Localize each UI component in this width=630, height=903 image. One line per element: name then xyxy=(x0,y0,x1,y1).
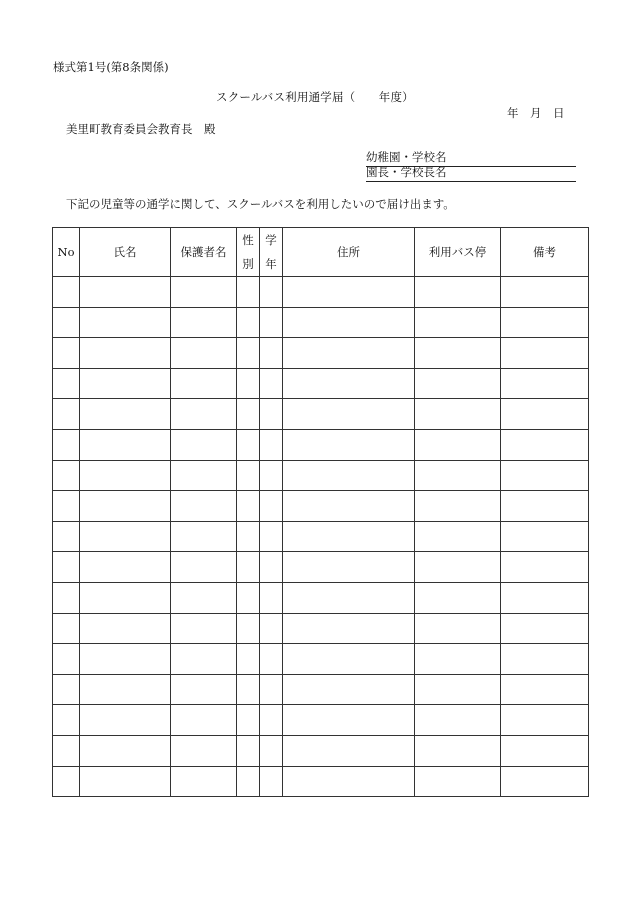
cell-no[interactable] xyxy=(53,582,80,613)
cell-address[interactable] xyxy=(283,613,415,644)
cell-bus-stop[interactable] xyxy=(415,735,501,766)
cell-guardian[interactable] xyxy=(171,766,237,797)
cell-guardian[interactable] xyxy=(171,307,237,338)
cell-no[interactable] xyxy=(53,552,80,583)
cell-bus-stop[interactable] xyxy=(415,460,501,491)
cell-bus-stop[interactable] xyxy=(415,674,501,705)
table-row xyxy=(53,674,589,705)
cell-guardian[interactable] xyxy=(171,735,237,766)
cell-name[interactable] xyxy=(80,368,171,399)
date-line[interactable]: 年 月 日 xyxy=(507,106,565,120)
cell-no[interactable] xyxy=(53,399,80,430)
col-header-gender-bottom: 別 xyxy=(242,257,254,271)
school-name-label: 幼稚園・学校名 xyxy=(366,150,447,164)
cell-grade[interactable] xyxy=(260,552,283,583)
table-row xyxy=(53,338,589,369)
col-header-grade-bottom: 年 xyxy=(265,257,277,271)
table-row xyxy=(53,277,589,308)
cell-no[interactable] xyxy=(53,368,80,399)
col-header-bus-stop: 利用バス停 xyxy=(415,228,501,277)
cell-name[interactable] xyxy=(80,644,171,675)
cell-name[interactable] xyxy=(80,338,171,369)
cell-grade[interactable] xyxy=(260,735,283,766)
cell-bus-stop[interactable] xyxy=(415,368,501,399)
table-row xyxy=(53,399,589,430)
table-row xyxy=(53,368,589,399)
cell-gender[interactable] xyxy=(237,552,260,583)
cell-grade[interactable] xyxy=(260,644,283,675)
cell-remarks[interactable] xyxy=(501,552,589,583)
cell-address[interactable] xyxy=(283,399,415,430)
statement-text: 下記の児童等の通学に関して、スクールバスを利用したいので届け出ます。 xyxy=(66,197,455,211)
cell-remarks[interactable] xyxy=(501,735,589,766)
table-row xyxy=(53,552,589,583)
col-header-remarks: 備考 xyxy=(501,228,589,277)
cell-name[interactable] xyxy=(80,674,171,705)
cell-address[interactable] xyxy=(283,277,415,308)
cell-bus-stop[interactable] xyxy=(415,705,501,736)
cell-grade[interactable] xyxy=(260,766,283,797)
cell-no[interactable] xyxy=(53,674,80,705)
cell-grade[interactable] xyxy=(260,705,283,736)
cell-name[interactable] xyxy=(80,705,171,736)
cell-grade[interactable] xyxy=(260,429,283,460)
col-header-no: No xyxy=(53,228,80,277)
cell-remarks[interactable] xyxy=(501,277,589,308)
cell-guardian[interactable] xyxy=(171,368,237,399)
cell-no[interactable] xyxy=(53,613,80,644)
cell-gender[interactable] xyxy=(237,399,260,430)
cell-address[interactable] xyxy=(283,644,415,675)
cell-remarks[interactable] xyxy=(501,674,589,705)
cell-name[interactable] xyxy=(80,521,171,552)
cell-bus-stop[interactable] xyxy=(415,429,501,460)
form-number: 様式第1号(第8条関係) xyxy=(53,60,169,74)
cell-grade[interactable] xyxy=(260,613,283,644)
cell-remarks[interactable] xyxy=(501,491,589,522)
cell-bus-stop[interactable] xyxy=(415,766,501,797)
col-header-gender-top: 性 xyxy=(242,233,254,247)
cell-address[interactable] xyxy=(283,368,415,399)
cell-grade[interactable] xyxy=(260,521,283,552)
col-header-grade xyxy=(260,228,283,277)
cell-name[interactable] xyxy=(80,429,171,460)
cell-guardian[interactable] xyxy=(171,338,237,369)
cell-name[interactable] xyxy=(80,460,171,491)
table-row xyxy=(53,613,589,644)
cell-gender[interactable] xyxy=(237,674,260,705)
cell-bus-stop[interactable] xyxy=(415,613,501,644)
cell-name[interactable] xyxy=(80,491,171,522)
cell-address[interactable] xyxy=(283,674,415,705)
cell-name[interactable] xyxy=(80,613,171,644)
col-header-address: 住所 xyxy=(283,228,415,277)
cell-bus-stop[interactable] xyxy=(415,552,501,583)
cell-address[interactable] xyxy=(283,460,415,491)
cell-bus-stop[interactable] xyxy=(415,307,501,338)
cell-name[interactable] xyxy=(80,307,171,338)
cell-gender[interactable] xyxy=(237,705,260,736)
table-row xyxy=(53,307,589,338)
cell-remarks[interactable] xyxy=(501,521,589,552)
col-header-name: 氏名 xyxy=(80,228,171,277)
cell-name[interactable] xyxy=(80,735,171,766)
cell-address[interactable] xyxy=(283,735,415,766)
cell-no[interactable] xyxy=(53,766,80,797)
cell-no[interactable] xyxy=(53,460,80,491)
cell-address[interactable] xyxy=(283,766,415,797)
cell-name[interactable] xyxy=(80,277,171,308)
principal-name-label: 園長・学校長名 xyxy=(366,165,447,179)
cell-address[interactable] xyxy=(283,705,415,736)
cell-guardian[interactable] xyxy=(171,613,237,644)
cell-remarks[interactable] xyxy=(501,644,589,675)
cell-address[interactable] xyxy=(283,582,415,613)
cell-no[interactable] xyxy=(53,705,80,736)
table-row xyxy=(53,582,589,613)
cell-grade[interactable] xyxy=(260,491,283,522)
table-row xyxy=(53,491,589,522)
cell-guardian[interactable] xyxy=(171,674,237,705)
cell-grade[interactable] xyxy=(260,582,283,613)
student-roster-table xyxy=(52,227,589,797)
cell-name[interactable] xyxy=(80,552,171,583)
cell-grade[interactable] xyxy=(260,368,283,399)
cell-grade[interactable] xyxy=(260,307,283,338)
cell-gender[interactable] xyxy=(237,429,260,460)
cell-grade[interactable] xyxy=(260,460,283,491)
cell-guardian[interactable] xyxy=(171,491,237,522)
cell-remarks[interactable] xyxy=(501,307,589,338)
cell-gender[interactable] xyxy=(237,521,260,552)
cell-remarks[interactable] xyxy=(501,582,589,613)
cell-bus-stop[interactable] xyxy=(415,338,501,369)
cell-bus-stop[interactable] xyxy=(415,644,501,675)
document-title: スクールバス利用通学届（ 年度） xyxy=(216,90,414,104)
cell-guardian[interactable] xyxy=(171,277,237,308)
table-row xyxy=(53,429,589,460)
cell-remarks[interactable] xyxy=(501,460,589,491)
cell-remarks[interactable] xyxy=(501,766,589,797)
cell-gender[interactable] xyxy=(237,460,260,491)
cell-gender[interactable] xyxy=(237,766,260,797)
cell-gender[interactable] xyxy=(237,368,260,399)
col-header-gender xyxy=(237,228,260,277)
cell-grade[interactable] xyxy=(260,277,283,308)
table-header-row xyxy=(53,228,589,277)
cell-gender[interactable] xyxy=(237,613,260,644)
cell-no[interactable] xyxy=(53,735,80,766)
cell-gender[interactable] xyxy=(237,277,260,308)
table-row xyxy=(53,644,589,675)
cell-bus-stop[interactable] xyxy=(415,491,501,522)
cell-no[interactable] xyxy=(53,491,80,522)
addressee: 美里町教育委員会教育長 殿 xyxy=(66,122,216,136)
col-header-grade-top: 学 xyxy=(265,233,277,247)
col-header-guardian: 保護者名 xyxy=(171,228,237,277)
table-row xyxy=(53,766,589,797)
cell-remarks[interactable] xyxy=(501,429,589,460)
cell-address[interactable] xyxy=(283,338,415,369)
cell-guardian[interactable] xyxy=(171,460,237,491)
table-row xyxy=(53,705,589,736)
cell-guardian[interactable] xyxy=(171,582,237,613)
roster-body xyxy=(53,277,589,797)
cell-grade[interactable] xyxy=(260,399,283,430)
cell-no[interactable] xyxy=(53,338,80,369)
cell-name[interactable] xyxy=(80,399,171,430)
cell-gender[interactable] xyxy=(237,735,260,766)
cell-no[interactable] xyxy=(53,521,80,552)
cell-guardian[interactable] xyxy=(171,552,237,583)
cell-address[interactable] xyxy=(283,521,415,552)
cell-address[interactable] xyxy=(283,429,415,460)
table-row xyxy=(53,521,589,552)
table-row xyxy=(53,735,589,766)
cell-guardian[interactable] xyxy=(171,399,237,430)
cell-address[interactable] xyxy=(283,491,415,522)
cell-guardian[interactable] xyxy=(171,521,237,552)
cell-bus-stop[interactable] xyxy=(415,399,501,430)
cell-name[interactable] xyxy=(80,582,171,613)
cell-gender[interactable] xyxy=(237,338,260,369)
principal-name-field[interactable] xyxy=(366,167,576,182)
cell-gender[interactable] xyxy=(237,307,260,338)
cell-guardian[interactable] xyxy=(171,644,237,675)
cell-remarks[interactable] xyxy=(501,368,589,399)
cell-remarks[interactable] xyxy=(501,613,589,644)
cell-address[interactable] xyxy=(283,552,415,583)
cell-bus-stop[interactable] xyxy=(415,521,501,552)
cell-name[interactable] xyxy=(80,766,171,797)
cell-grade[interactable] xyxy=(260,338,283,369)
cell-gender[interactable] xyxy=(237,491,260,522)
table-row xyxy=(53,460,589,491)
cell-no[interactable] xyxy=(53,644,80,675)
cell-remarks[interactable] xyxy=(501,705,589,736)
cell-guardian[interactable] xyxy=(171,705,237,736)
cell-grade[interactable] xyxy=(260,674,283,705)
cell-bus-stop[interactable] xyxy=(415,277,501,308)
cell-bus-stop[interactable] xyxy=(415,582,501,613)
cell-remarks[interactable] xyxy=(501,338,589,369)
cell-no[interactable] xyxy=(53,429,80,460)
cell-address[interactable] xyxy=(283,307,415,338)
cell-no[interactable] xyxy=(53,277,80,308)
cell-gender[interactable] xyxy=(237,582,260,613)
cell-guardian[interactable] xyxy=(171,429,237,460)
cell-no[interactable] xyxy=(53,307,80,338)
cell-gender[interactable] xyxy=(237,644,260,675)
cell-remarks[interactable] xyxy=(501,399,589,430)
